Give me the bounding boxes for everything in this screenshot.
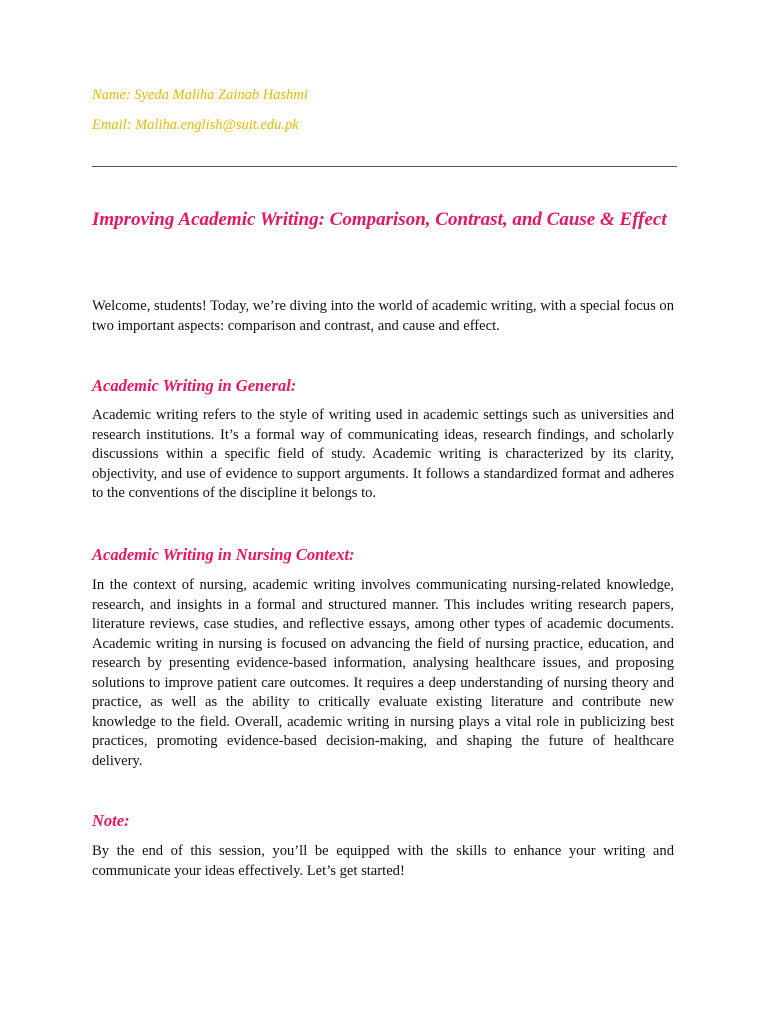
section-body-nursing: In the context of nursing, academic writing involves communicating nursing-related knowledge, research, and insights in a formal and structured manner. This includes writing research papers, literature reviews, case studies, and reflective essays, among other types of academic documents. Academic writing in nursing is focused on advancing the field of nursing practice, education, and research by presenting evidence-based information, analysing healthcare issues, and proposing solutions to improve patient care outcomes. It requires a deep understanding of nursing theory and practice, as well as the ability to critically evaluate existing literature and contribute new knowledge to the field. Overall, academic writing in nursing plays a vital role in publicizing best practices, promoting evidence-based decision-making, and shaping the future of healthcare delivery. — [92, 577, 674, 769]
horizontal-rule — [92, 166, 677, 167]
section-body-note: By the end of this session, you’ll be equipped with the skills to enhance your writing and communicate your ideas effectively. Let’s get started! — [92, 843, 674, 879]
section-heading-nursing: Academic Writing in Nursing Context: — [92, 545, 355, 564]
section-heading-note: Note: — [92, 811, 130, 830]
section-heading-general: Academic Writing in General: — [92, 376, 297, 395]
author-email: Email: Maliha.english@suit.edu.pk — [92, 117, 299, 133]
document-title: Improving Academic Writing: Comparison, Contrast, and Cause & Effect — [92, 209, 667, 230]
intro-paragraph: Welcome, students! Today, we’re diving into the world of academic writing, with a special focus on two important aspects: comparison and contrast, and cause and effect. — [92, 298, 674, 334]
author-name: Name: Syeda Maliha Zainab Hashmi — [92, 87, 308, 103]
section-body-general: Academic writing refers to the style of writing used in academic settings such as universities and research institutions. It’s a formal way of communicating ideas, research findings, and scholarly discussions within a specific field of study. Academic writing is characterized by its clarity, objectivity, and use of evidence to support arguments. It follows a standardized format and adheres to the conventions of the discipline it belongs to. — [92, 407, 674, 501]
